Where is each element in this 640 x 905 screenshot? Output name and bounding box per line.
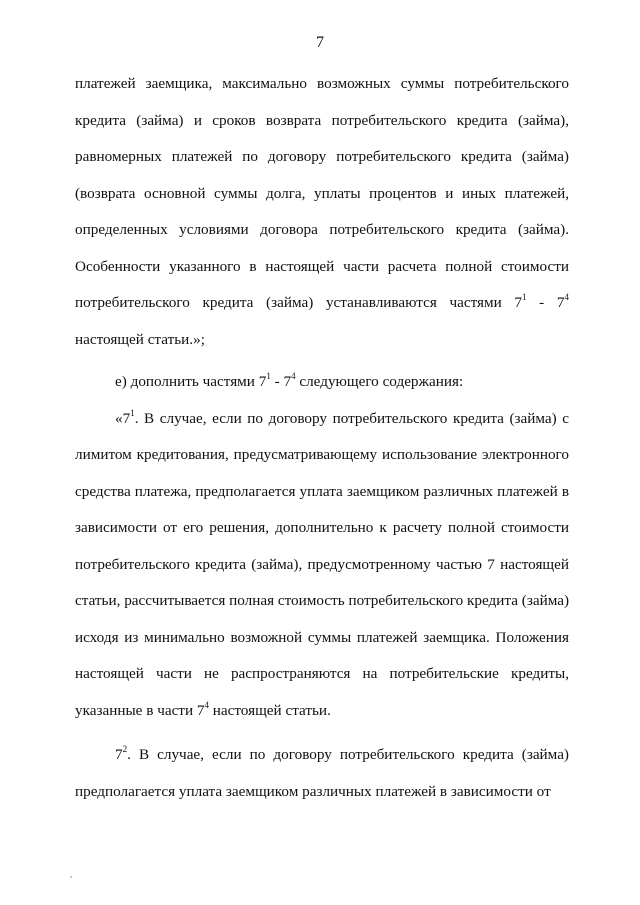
paragraph-4-text: . В случае, если по договору потребительского кредита (займа) предполагается уплата заемщиком различных платежей в зависимости от xyxy=(75,746,569,800)
page-number: 7 xyxy=(316,34,324,51)
paragraph-1-text: - 7 xyxy=(526,294,565,311)
paragraph-2-text: е) дополнить частями 7 xyxy=(115,373,267,390)
superscript: 4 xyxy=(204,699,209,710)
superscript: 2 xyxy=(122,744,128,754)
paragraph-4 xyxy=(75,737,569,810)
paragraph-3-text: настоящей статьи. xyxy=(208,701,331,719)
document-body xyxy=(75,66,569,810)
paragraph-4-text: 7 xyxy=(115,746,123,763)
paragraph-3 xyxy=(75,401,569,730)
superscript: 1 xyxy=(130,407,135,418)
paragraph-2-text: следующего содержания: xyxy=(295,373,464,390)
superscript: 4 xyxy=(564,292,569,302)
paragraph-1-text: платежей заемщика, максимально возможных суммы потребительского кредита (займа) и сроков возврата потребительского кредита (займа), равномерных платежей по договору потребительского кредита (займа) (возврата основной суммы долга, уплаты процентов и иных платежей, определенных условиями договора потребительского кредита (займа). Особенности указанного в настоящей части расчета полной стоимости потребительского кредита (займа) устанавливаются частями 7 xyxy=(75,75,569,311)
superscript: 4 xyxy=(291,371,296,381)
paragraph-1-text: настоящей статьи.»; xyxy=(75,330,205,348)
scan-artifact xyxy=(70,876,72,878)
superscript: 1 xyxy=(266,371,271,381)
paragraph-3-text: . В случае, если по договору потребительского кредита (займа) с лимитом кредитования, предусматривающему использование электронного средства платежа, предполагается уплата заемщиком различных платежей в зависимости от его решения, дополнительно к расчету полной стоимости потребительского кредита (займа), предусмотренному частью 7 настоящей статьи, рассчитывается полная стоимость потребительского кредита (займа) исходя из минимально возможной суммы платежей заемщика. Положения настоящей части не распространяются на потребительские кредиты, указанные в части 7 xyxy=(75,409,570,719)
superscript: 1 xyxy=(522,292,527,302)
paragraph-2-text: - 7 xyxy=(270,373,292,390)
paragraph-1 xyxy=(75,66,569,358)
paragraph-3-text: «7 xyxy=(115,409,131,427)
paragraph-2 xyxy=(75,364,569,401)
